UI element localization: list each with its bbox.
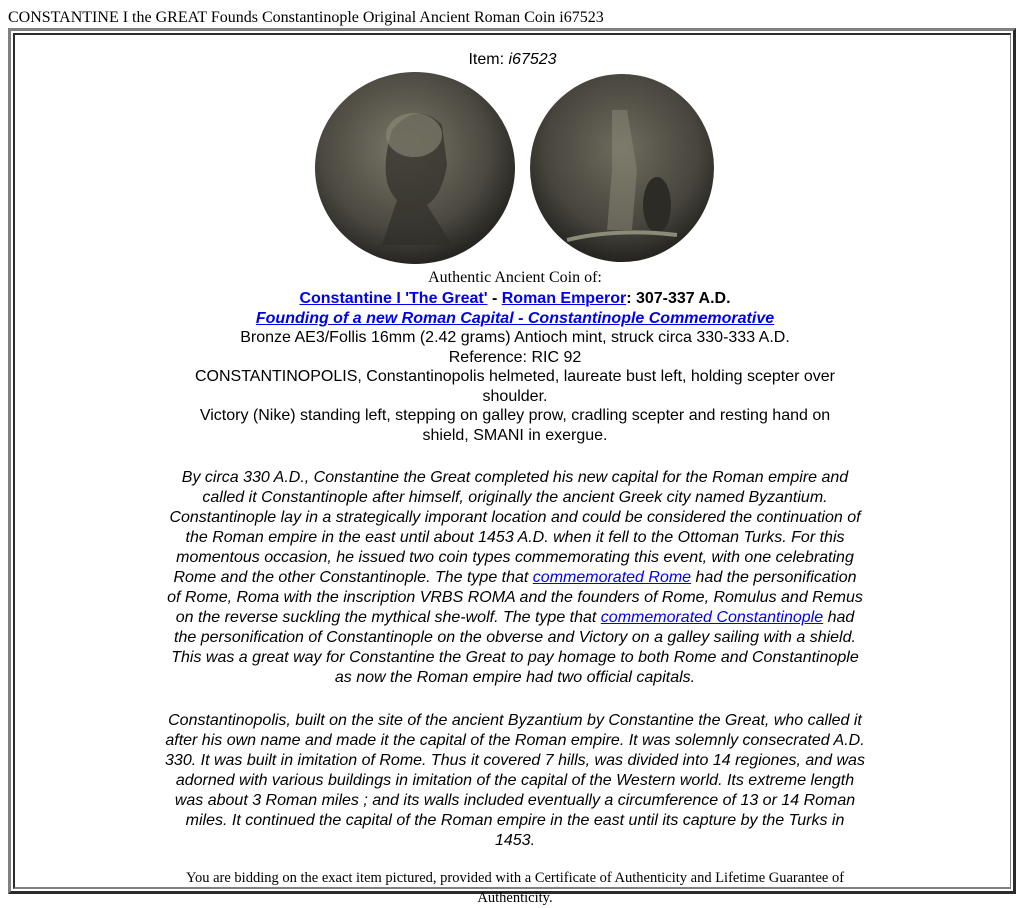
separator: - (487, 290, 502, 307)
description-heading: Authentic Ancient Coin of: (428, 269, 602, 286)
item-number (15, 51, 1010, 69)
text: By circa 330 A.D., Constantine the Great completed his new capital for the Roman empire and called it Constantinople after himself, originally the ancient Greek city named Byzantium. Constantinople lay in a strategically imporant location and could be considered the continuation of the Roman empire in the east until about 1453 A.D. when it fell to the Ottoman Turks. For this momentous occasion, he issued two coin types commemorating this event, with one celebrating Rome and the other Constantinople. The type that (169, 469, 861, 586)
ruler-dates: : 307-337 A.D. (626, 290, 731, 307)
detail-line: Reference: RIC 92 (448, 348, 582, 366)
page-title: CONSTANTINE I the GREAT Founds Constantinople Original Ancient Roman Coin i67523 (8, 9, 604, 26)
coin-reverse-image (530, 74, 714, 262)
history-paragraph (165, 468, 865, 688)
listing-content (13, 33, 1011, 906)
guarantee-text: You are bidding on the exact item pictured, provided with a Certificate of Authenticity and Lifetime Guarantee of Authenticity. (185, 870, 845, 906)
ruler-line (165, 289, 865, 309)
coin-description (165, 267, 865, 908)
detail-line: Bronze AE3/Follis 16mm (2.42 grams) Antioch mint, struck circa 330-333 A.D. (240, 329, 790, 346)
item-label: Item: (468, 51, 509, 68)
text: had the personification of Rome, Roma with the inscription VRBS ROMA and the founders of Rome, Romulus and Remus on the reverse suckling the mythical she-wolf. The type that (167, 569, 863, 626)
coin-obverse-image (315, 72, 515, 264)
commemorated-constantinople-link[interactable]: commemorated Constantinople (600, 609, 824, 626)
constantinopolis-paragraph: Constantinopolis, built on the site of the ancient Byzantium by Constantine the Great, who called it after his own name and made it the capital of the Roman empire. It was solemnly consecrated A.D. 330. It was built in imitation of Rome. Thus it covered 7 hills, was divided into 14 regiones, and was adorned with various buildings in imitation of the capital of the Western world. Its extreme length was about 3 Roman miles ; and its walls included eventually a circumference of 13 or 14 Roman miles. It continued the capital of the Roman empire in the east until its capture by the Turks in 1453. (165, 712, 865, 849)
detail-line: Victory (Nike) standing left, stepping on galley prow, cradling scepter and resting hand on shield, SMANI in exergue. (199, 407, 831, 444)
subtitle-link[interactable]: Founding of a new Roman Capital - Constantinople Commemorative (255, 309, 775, 327)
listing-frame (8, 28, 1016, 906)
text: had the personification of Constantinople on the obverse and Victory on a galley sailing with a shield. This was a great way for Constantine the Great to pay homage to both Rome and Constantinople as now the Roman empire had two official capitals. (171, 609, 859, 686)
ruler-name-link[interactable]: Constantine I 'The Great' (299, 290, 488, 307)
ruler-title-link[interactable]: Roman Emperor (501, 290, 627, 307)
commemorated-rome-link[interactable]: commemorated Rome (532, 569, 692, 586)
item-id: i67523 (508, 51, 557, 68)
detail-line: CONSTANTINOPOLIS, Constantinopolis helmeted, laureate bust left, holding scepter over shoulder. (194, 368, 835, 405)
coin-images (15, 70, 1010, 265)
